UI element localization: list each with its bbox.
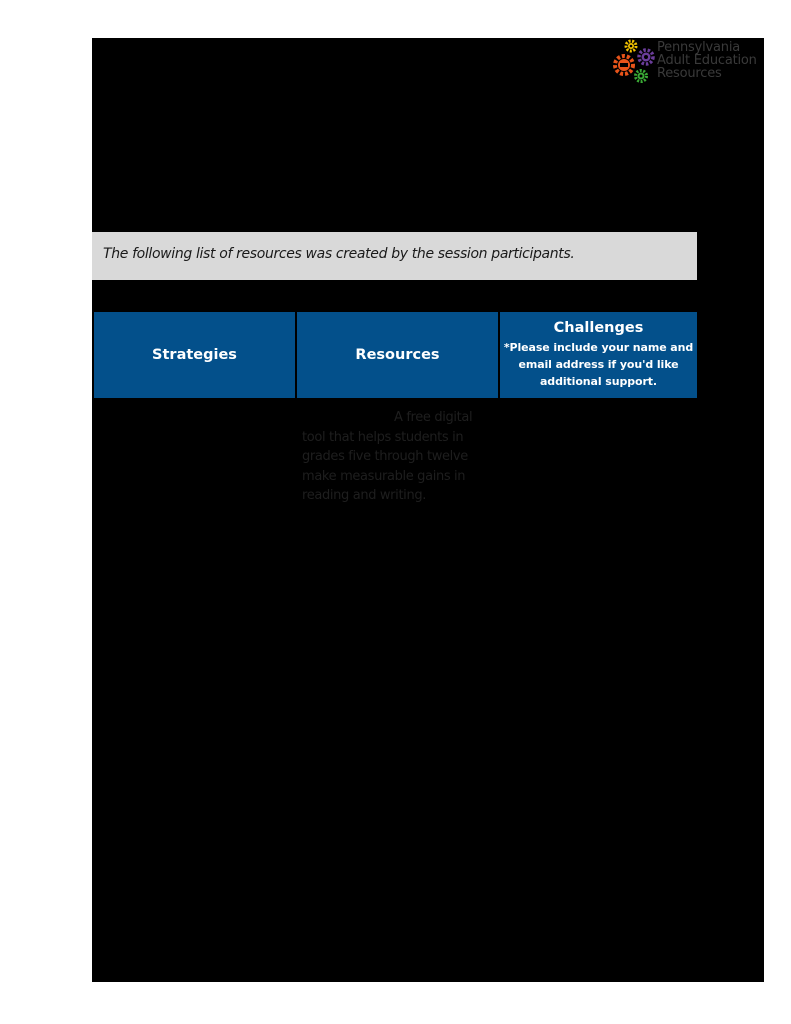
header-challenges-label: Challenges (553, 320, 644, 336)
orange-gear-icon (615, 56, 633, 74)
table-row-resource-cell (302, 408, 487, 506)
intro-text: The following list of resources was created by the session participants. (103, 246, 575, 262)
logo-wordmark (657, 41, 757, 80)
header-challenges (500, 312, 697, 398)
pa-adult-education-logo (612, 38, 764, 88)
logo-line-2: Adult Education (657, 53, 757, 68)
logo-line-3: Resources (657, 66, 722, 81)
purple-gear-icon (639, 50, 653, 64)
header-resources (297, 312, 498, 398)
header-resources-label: Resources (355, 347, 440, 363)
header-challenges-note: *Please include your name and email address if you'd like additional support. (503, 341, 694, 388)
logo-line-1: Pennsylvania (657, 40, 741, 55)
resource-description: A free digital tool that helps students in grades five through twelve make measurable gains in reading and writing. (302, 410, 473, 503)
header-strategies (94, 312, 295, 398)
document-page (92, 38, 764, 982)
header-strategies-label: Strategies (152, 347, 237, 363)
resources-table-header (94, 312, 697, 398)
yellow-gear-icon (626, 41, 636, 51)
gears-icon (612, 38, 658, 88)
green-gear-icon (636, 71, 647, 82)
intro-banner (92, 232, 697, 280)
